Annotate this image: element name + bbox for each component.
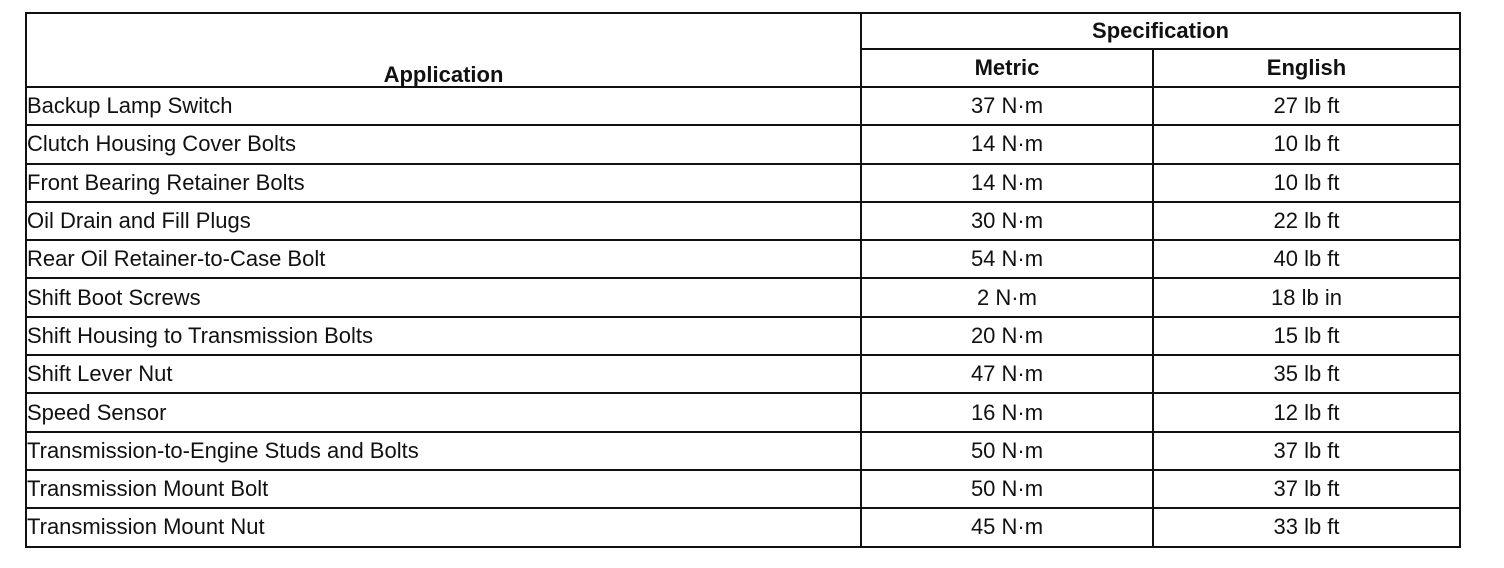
cell-metric: 50 N·m [861, 470, 1153, 508]
cell-english: 37 lb ft [1153, 470, 1460, 508]
cell-application: Shift Lever Nut [26, 355, 861, 393]
cell-metric: 54 N·m [861, 240, 1153, 278]
cell-english: 27 lb ft [1153, 87, 1460, 125]
cell-english: 33 lb ft [1153, 508, 1460, 546]
torque-spec-table [25, 12, 1461, 548]
cell-english: 22 lb ft [1153, 202, 1460, 240]
cell-metric: 50 N·m [861, 432, 1153, 470]
cell-application: Transmission Mount Bolt [26, 470, 861, 508]
table-row [26, 432, 1460, 470]
cell-english: 15 lb ft [1153, 317, 1460, 355]
cell-application: Transmission-to-Engine Studs and Bolts [26, 432, 861, 470]
cell-application: Shift Housing to Transmission Bolts [26, 317, 861, 355]
table-row [26, 470, 1460, 508]
table-row [26, 317, 1460, 355]
table-row [26, 202, 1460, 240]
cell-metric: 45 N·m [861, 508, 1153, 546]
cell-metric: 30 N·m [861, 202, 1153, 240]
table-body [26, 87, 1460, 547]
cell-application: Shift Boot Screws [26, 278, 861, 316]
cell-english: 35 lb ft [1153, 355, 1460, 393]
cell-application: Transmission Mount Nut [26, 508, 861, 546]
column-header-metric: Metric [861, 49, 1153, 87]
column-header-application: Application [26, 13, 861, 87]
header-row-top [26, 13, 1460, 49]
cell-application: Clutch Housing Cover Bolts [26, 125, 861, 163]
cell-application: Front Bearing Retainer Bolts [26, 164, 861, 202]
cell-metric: 16 N·m [861, 393, 1153, 431]
cell-application: Oil Drain and Fill Plugs [26, 202, 861, 240]
table-row [26, 164, 1460, 202]
table-row [26, 125, 1460, 163]
column-header-english: English [1153, 49, 1460, 87]
cell-metric: 47 N·m [861, 355, 1153, 393]
cell-metric: 14 N·m [861, 125, 1153, 163]
column-header-specification: Specification [861, 13, 1460, 49]
table-header [26, 13, 1460, 87]
cell-metric: 37 N·m [861, 87, 1153, 125]
table-row [26, 278, 1460, 316]
cell-english: 37 lb ft [1153, 432, 1460, 470]
cell-english: 40 lb ft [1153, 240, 1460, 278]
table-row [26, 240, 1460, 278]
cell-application: Rear Oil Retainer-to-Case Bolt [26, 240, 861, 278]
table-row [26, 87, 1460, 125]
cell-application: Backup Lamp Switch [26, 87, 861, 125]
cell-english: 10 lb ft [1153, 164, 1460, 202]
cell-english: 10 lb ft [1153, 125, 1460, 163]
table-row [26, 393, 1460, 431]
cell-application: Speed Sensor [26, 393, 861, 431]
table-row [26, 355, 1460, 393]
cell-metric: 20 N·m [861, 317, 1153, 355]
cell-english: 18 lb in [1153, 278, 1460, 316]
cell-metric: 14 N·m [861, 164, 1153, 202]
table-row [26, 508, 1460, 546]
cell-english: 12 lb ft [1153, 393, 1460, 431]
cell-metric: 2 N·m [861, 278, 1153, 316]
